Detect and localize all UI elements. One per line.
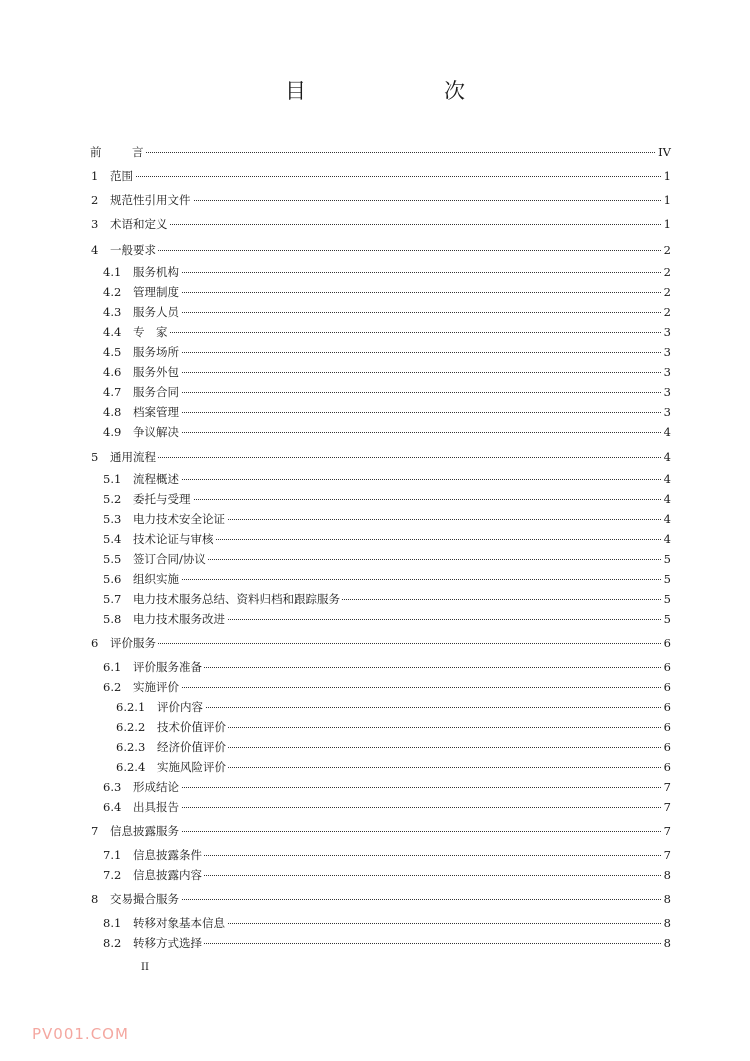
toc-entry-page: 6 bbox=[663, 700, 671, 714]
toc-dot-leader bbox=[132, 152, 663, 153]
toc-entry[interactable] bbox=[0, 846, 750, 864]
toc-entry-title: 电力技术服务总结、资料归档和跟踪服务 bbox=[133, 592, 340, 606]
toc-dot-leader bbox=[110, 176, 663, 177]
toc-entry[interactable] bbox=[0, 490, 750, 508]
toc-entry[interactable] bbox=[0, 263, 750, 281]
toc-entry-number: 5 bbox=[91, 450, 99, 464]
toc-dot-leader bbox=[110, 643, 663, 644]
toc-entry-title: 一般要求 bbox=[110, 243, 156, 257]
toc-entry-page: 4 bbox=[663, 512, 671, 526]
toc-entry[interactable] bbox=[0, 470, 750, 488]
toc-dot-leader bbox=[110, 224, 663, 225]
toc-entry-number: 4.9 bbox=[103, 425, 122, 439]
toc-entry-title: 交易撮合服务 bbox=[110, 892, 179, 906]
toc-entry-number: 7.2 bbox=[103, 868, 122, 882]
toc-entry-number: 8.2 bbox=[103, 936, 122, 950]
toc-entry-title: 范围 bbox=[110, 169, 133, 183]
toc-entry-number: 6.2.3 bbox=[116, 740, 146, 754]
toc-entry[interactable] bbox=[0, 215, 750, 233]
toc-entry-number: 5.3 bbox=[103, 512, 122, 526]
toc-entry-number: 1 bbox=[91, 169, 99, 183]
toc-entry-number: 8 bbox=[91, 892, 99, 906]
toc-entry-title: 出具报告 bbox=[133, 800, 179, 814]
toc-entry[interactable] bbox=[0, 738, 750, 756]
toc-dot-leader bbox=[110, 250, 663, 251]
toc-entry[interactable] bbox=[0, 634, 750, 652]
toc-entry-number: 3 bbox=[91, 217, 99, 231]
toc-entry-page: 3 bbox=[663, 365, 671, 379]
toc-entry-title: 服务外包 bbox=[133, 365, 179, 379]
toc-entry-title: 言 bbox=[132, 145, 144, 159]
toc-entry[interactable] bbox=[0, 914, 750, 932]
toc-entry-number: 4.6 bbox=[103, 365, 122, 379]
toc-entry-number: 4.7 bbox=[103, 385, 122, 399]
toc-entry-title: 规范性引用文件 bbox=[110, 193, 191, 207]
toc-entry-title: 转移对象基本信息 bbox=[133, 916, 225, 930]
toc-entry-title: 评价服务准备 bbox=[133, 660, 202, 674]
toc-entry-number: 5.8 bbox=[103, 612, 122, 626]
toc-entry-page: 8 bbox=[663, 868, 671, 882]
toc-entry-page: 3 bbox=[663, 405, 671, 419]
toc-entry[interactable] bbox=[0, 510, 750, 528]
toc-entry-number: 6.2.4 bbox=[116, 760, 146, 774]
toc-entry[interactable] bbox=[0, 890, 750, 908]
toc-entry-page: 2 bbox=[663, 285, 671, 299]
toc-entry[interactable] bbox=[0, 383, 750, 401]
toc-dot-leader bbox=[133, 559, 663, 560]
toc-entry-title: 评价服务 bbox=[110, 636, 156, 650]
toc-entry-number: 4.2 bbox=[103, 285, 122, 299]
toc-entry-title: 评价内容 bbox=[157, 700, 203, 714]
toc-entry-number: 6.1 bbox=[103, 660, 122, 674]
toc-dot-leader bbox=[133, 332, 663, 333]
toc-entry[interactable] bbox=[0, 530, 750, 548]
toc-dot-leader bbox=[133, 667, 663, 668]
toc-dot-leader bbox=[133, 875, 663, 876]
toc-entry-page: 1 bbox=[663, 193, 671, 207]
toc-entry-title: 信息披露内容 bbox=[133, 868, 202, 882]
toc-entry-number: 4.8 bbox=[103, 405, 122, 419]
toc-dot-leader bbox=[133, 312, 663, 313]
toc-entry-title: 服务机构 bbox=[133, 265, 179, 279]
toc-dot-leader bbox=[133, 855, 663, 856]
toc-entry-title: 专 家 bbox=[133, 325, 168, 339]
toc-entry-title: 通用流程 bbox=[110, 450, 156, 464]
toc-entry-number: 5.4 bbox=[103, 532, 122, 546]
toc-dot-leader bbox=[133, 479, 663, 480]
toc-entry-page: 5 bbox=[663, 612, 671, 626]
toc-entry-page: 4 bbox=[663, 472, 671, 486]
toc-entry-title: 服务人员 bbox=[133, 305, 179, 319]
toc-entry-title: 信息披露服务 bbox=[110, 824, 179, 838]
toc-entry-title: 争议解决 bbox=[133, 425, 179, 439]
toc-entry-page: 4 bbox=[663, 492, 671, 506]
toc-entry-page: 2 bbox=[663, 243, 671, 257]
toc-entry-number: 4.3 bbox=[103, 305, 122, 319]
toc-entry-page: 2 bbox=[663, 305, 671, 319]
toc-entry-number: 6 bbox=[91, 636, 99, 650]
toc-entry-page: 8 bbox=[663, 892, 671, 906]
watermark: PV001.COM bbox=[32, 1025, 129, 1043]
toc-dot-leader bbox=[110, 831, 663, 832]
toc-entry-page: 3 bbox=[663, 345, 671, 359]
toc-entry-page: 1 bbox=[663, 217, 671, 231]
toc-entry[interactable] bbox=[0, 758, 750, 776]
toc-entry-number: 5.1 bbox=[103, 472, 122, 486]
toc-entry[interactable] bbox=[0, 822, 750, 840]
toc-entry-page: 7 bbox=[663, 824, 671, 838]
toc-dot-leader bbox=[110, 899, 663, 900]
toc-dot-leader bbox=[133, 579, 663, 580]
page-title: 目 次 bbox=[285, 79, 497, 103]
toc-dot-leader bbox=[110, 457, 663, 458]
toc-entry-page: 8 bbox=[663, 936, 671, 950]
toc-entry-title: 流程概述 bbox=[133, 472, 179, 486]
toc-entry[interactable] bbox=[0, 570, 750, 588]
toc-dot-leader bbox=[133, 412, 663, 413]
toc-entry-number: 8.1 bbox=[103, 916, 122, 930]
toc-entry[interactable] bbox=[0, 191, 750, 209]
toc-entry-page: 4 bbox=[663, 425, 671, 439]
toc-entry-number: 5.7 bbox=[103, 592, 122, 606]
toc-entry-number: 4.5 bbox=[103, 345, 122, 359]
toc-entry-title: 组织实施 bbox=[133, 572, 179, 586]
toc-dot-leader bbox=[133, 499, 663, 500]
toc-dot-leader bbox=[133, 352, 663, 353]
toc-entry-title: 服务场所 bbox=[133, 345, 179, 359]
toc-entry-title: 信息披露条件 bbox=[133, 848, 202, 862]
toc-entry-page: 3 bbox=[663, 325, 671, 339]
toc-entry[interactable] bbox=[0, 678, 750, 696]
toc-dot-leader bbox=[110, 200, 663, 201]
toc-entry-page: 8 bbox=[663, 916, 671, 930]
toc-entry-page: 5 bbox=[663, 552, 671, 566]
toc-entry-page: IV bbox=[658, 145, 671, 159]
toc-entry-title: 形成结论 bbox=[133, 780, 179, 794]
toc-entry-title: 服务合同 bbox=[133, 385, 179, 399]
toc-dot-leader bbox=[133, 687, 663, 688]
toc-entry-title: 技术价值评价 bbox=[157, 720, 226, 734]
toc-entry-page: 7 bbox=[663, 800, 671, 814]
toc-dot-leader bbox=[133, 432, 663, 433]
toc-entry-number: 4.1 bbox=[103, 265, 122, 279]
toc-entry[interactable] bbox=[0, 658, 750, 676]
toc-entry-number: 6.4 bbox=[103, 800, 122, 814]
toc-entry-number: 前 bbox=[90, 145, 102, 159]
toc-entry-number: 7.1 bbox=[103, 848, 122, 862]
toc-entry-title: 电力技术服务改进 bbox=[133, 612, 225, 626]
toc-entry-page: 1 bbox=[663, 169, 671, 183]
toc-entry-page: 4 bbox=[663, 450, 671, 464]
toc-dot-leader bbox=[133, 943, 663, 944]
toc-entry[interactable] bbox=[0, 866, 750, 884]
toc-entry[interactable] bbox=[0, 343, 750, 361]
toc-entry-page: 6 bbox=[663, 760, 671, 774]
toc-entry[interactable] bbox=[0, 698, 750, 716]
toc-entry-page: 4 bbox=[663, 532, 671, 546]
toc-entry-page: 3 bbox=[663, 385, 671, 399]
toc-entry-number: 6.2.2 bbox=[116, 720, 146, 734]
toc-entry[interactable] bbox=[0, 550, 750, 568]
toc-dot-leader bbox=[157, 747, 663, 748]
toc-dot-leader bbox=[157, 767, 663, 768]
toc-dot-leader bbox=[157, 707, 663, 708]
toc-entry[interactable] bbox=[0, 283, 750, 301]
toc-entry-page: 6 bbox=[663, 660, 671, 674]
toc-entry-page: 7 bbox=[663, 848, 671, 862]
toc-entry-page: 5 bbox=[663, 592, 671, 606]
toc-entry[interactable] bbox=[0, 778, 750, 796]
toc-entry-page: 6 bbox=[663, 636, 671, 650]
toc-entry[interactable] bbox=[0, 610, 750, 628]
toc-entry[interactable] bbox=[0, 448, 750, 466]
toc-entry[interactable] bbox=[0, 718, 750, 736]
toc-entry-title: 经济价值评价 bbox=[157, 740, 226, 754]
toc-entry-number: 7 bbox=[91, 824, 99, 838]
toc-entry-page: 6 bbox=[663, 680, 671, 694]
toc-dot-leader bbox=[133, 807, 663, 808]
toc-entry-title: 转移方式选择 bbox=[133, 936, 202, 950]
toc-entry-title: 术语和定义 bbox=[110, 217, 168, 231]
toc-entry[interactable] bbox=[0, 241, 750, 259]
toc-entry[interactable] bbox=[0, 934, 750, 952]
toc-entry-number: 5.5 bbox=[103, 552, 122, 566]
toc-entry-page: 2 bbox=[663, 265, 671, 279]
toc-dot-leader bbox=[133, 272, 663, 273]
toc-entry-page: 7 bbox=[663, 780, 671, 794]
toc-entry[interactable] bbox=[0, 323, 750, 341]
toc-entry-title: 管理制度 bbox=[133, 285, 179, 299]
toc-entry-title: 委托与受理 bbox=[133, 492, 191, 506]
toc-entry[interactable] bbox=[0, 423, 750, 441]
toc-entry[interactable] bbox=[0, 167, 750, 185]
toc-entry-number: 4 bbox=[91, 243, 99, 257]
toc-entry[interactable] bbox=[0, 590, 750, 608]
toc-entry-page: 6 bbox=[663, 740, 671, 754]
toc-entry-title: 签订合同/协议 bbox=[133, 552, 206, 566]
toc-entry-title: 档案管理 bbox=[133, 405, 179, 419]
toc-entry-number: 6.2.1 bbox=[116, 700, 146, 714]
toc-entry[interactable] bbox=[0, 403, 750, 421]
toc-dot-leader bbox=[133, 292, 663, 293]
toc-dot-leader bbox=[133, 372, 663, 373]
toc-entry-number: 6.2 bbox=[103, 680, 122, 694]
toc-entry-page: 5 bbox=[663, 572, 671, 586]
toc-entry-number: 5.6 bbox=[103, 572, 122, 586]
toc-entry[interactable] bbox=[0, 303, 750, 321]
toc-dot-leader bbox=[133, 787, 663, 788]
toc-dot-leader bbox=[133, 392, 663, 393]
toc-entry-title: 技术论证与审核 bbox=[133, 532, 214, 546]
toc-entry[interactable] bbox=[0, 363, 750, 381]
toc-entry-number: 5.2 bbox=[103, 492, 122, 506]
toc-entry-page: 6 bbox=[663, 720, 671, 734]
page-number: II bbox=[141, 962, 149, 973]
toc-entry-number: 4.4 bbox=[103, 325, 122, 339]
toc-dot-leader bbox=[157, 727, 663, 728]
toc-entry-number: 6.3 bbox=[103, 780, 122, 794]
toc-entry-title: 实施风险评价 bbox=[157, 760, 226, 774]
toc-entry[interactable] bbox=[0, 798, 750, 816]
toc-entry[interactable] bbox=[0, 143, 750, 161]
toc-entry-title: 电力技术安全论证 bbox=[133, 512, 225, 526]
toc-entry-title: 实施评价 bbox=[133, 680, 179, 694]
toc-entry-number: 2 bbox=[91, 193, 99, 207]
